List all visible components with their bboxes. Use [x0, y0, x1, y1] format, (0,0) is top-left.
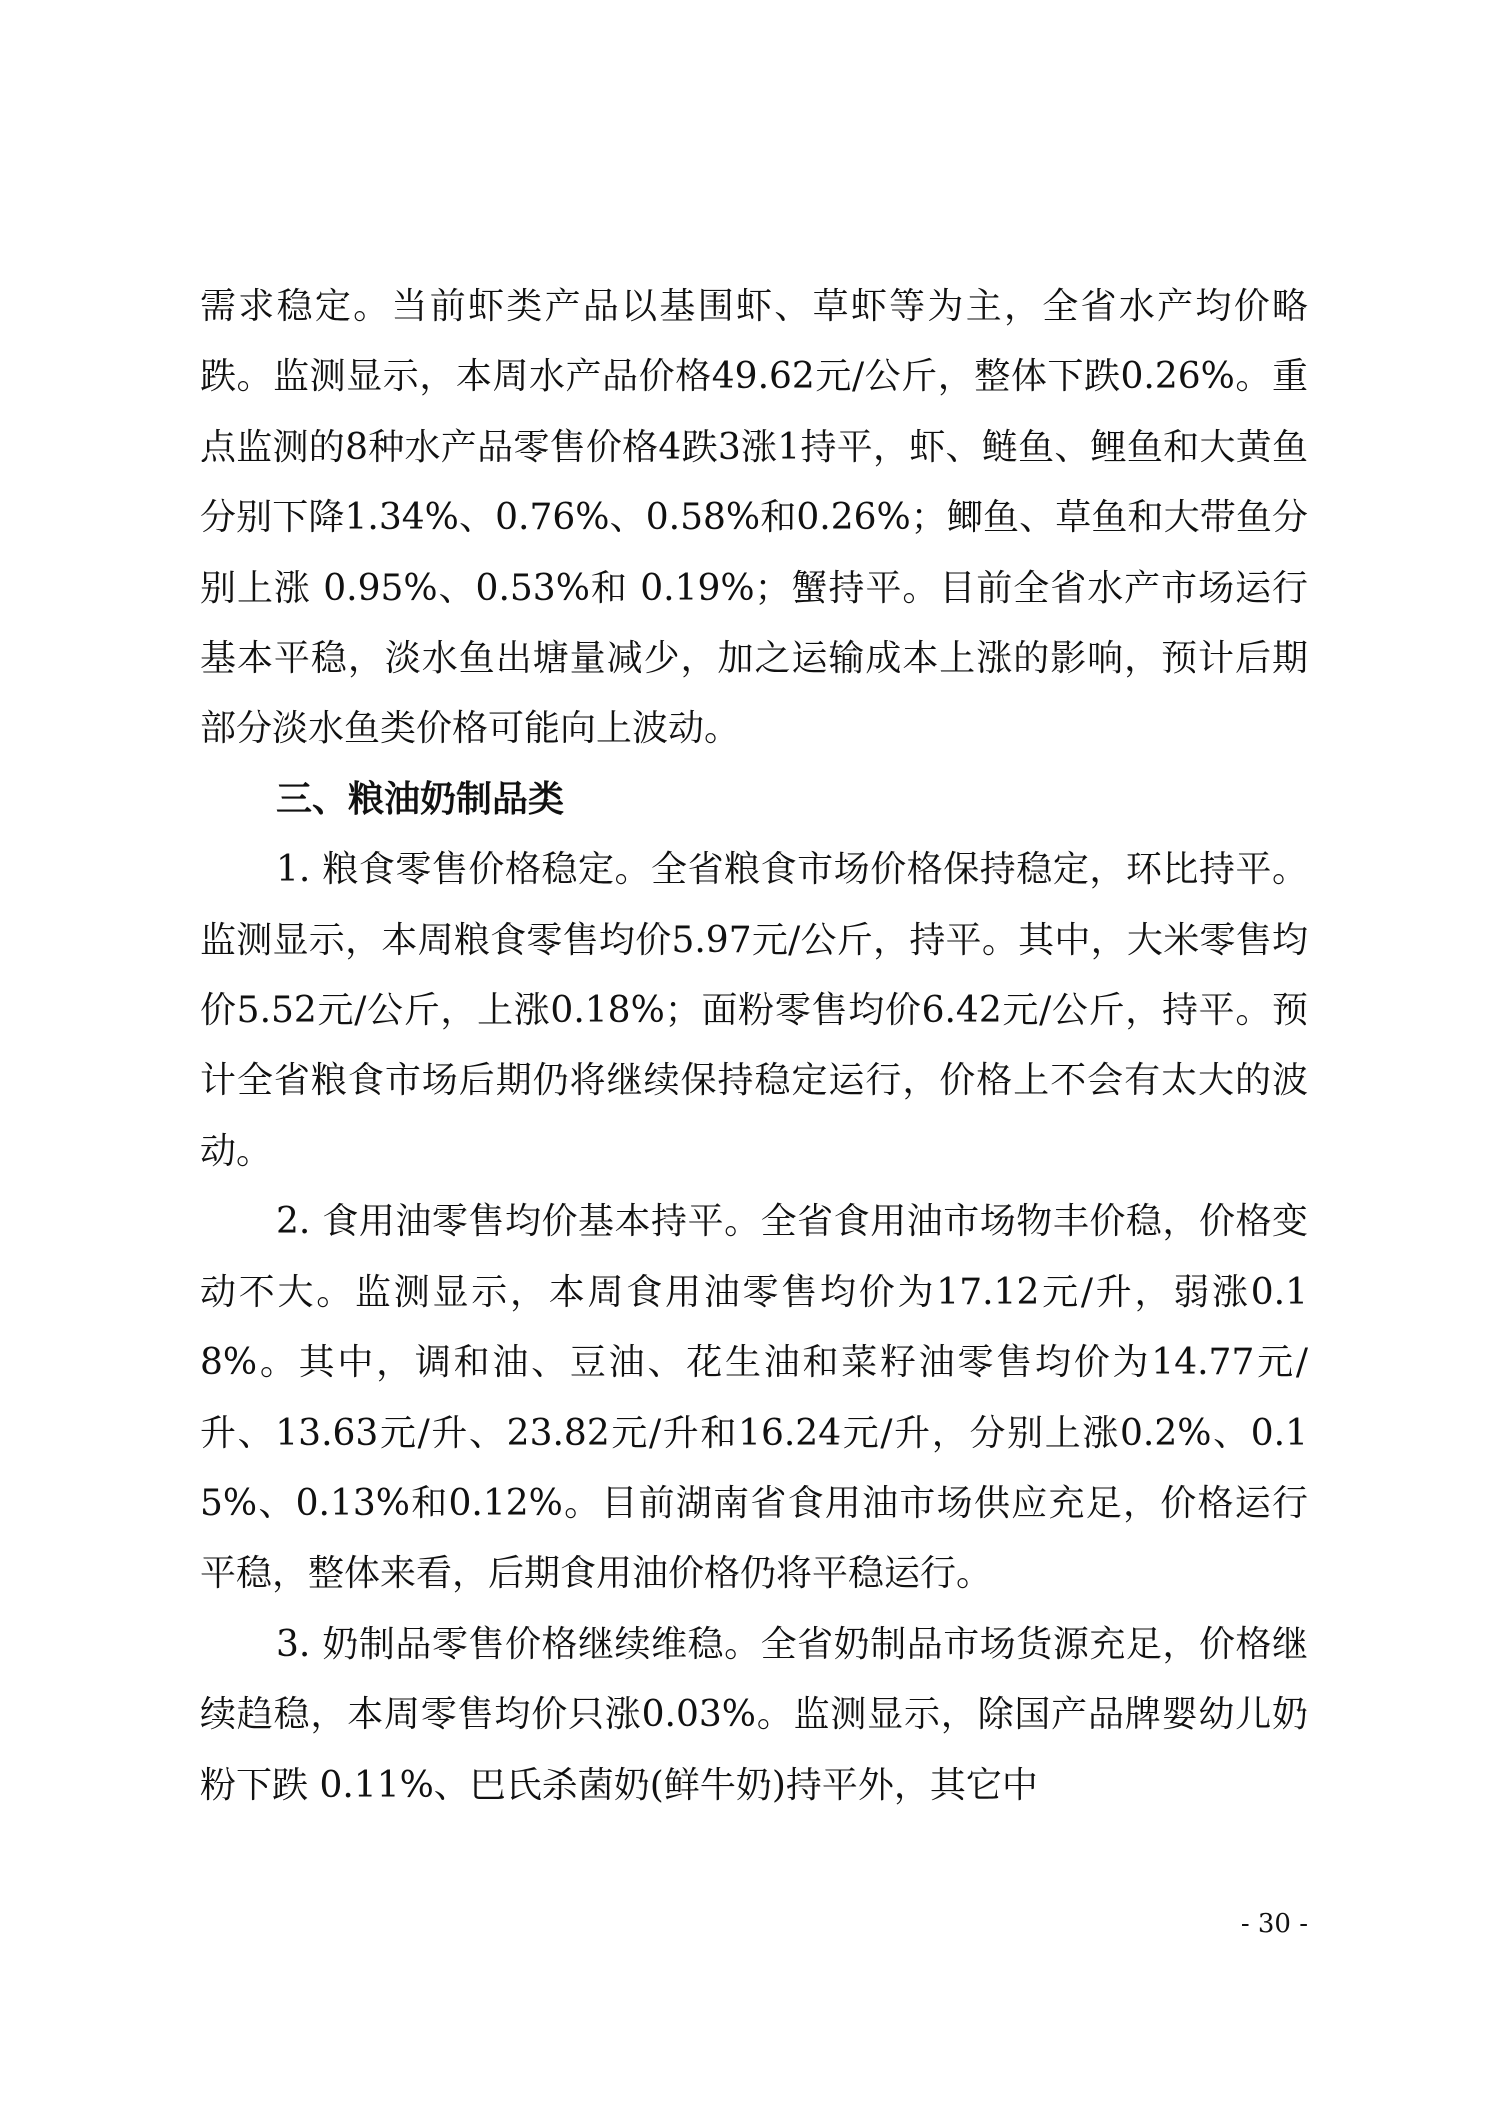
- document-body: [200, 272, 1308, 1821]
- aquatic-products-paragraph: 需求稳定。当前虾类产品以基围虾、草虾等为主，全省水产均价略跌。监测显示，本周水产品价格49.62元/公斤，整体下跌0.26%。重点监测的8种水产品零售价格4跌3涨1持平，虾、鲢鱼、鲤鱼和大黄鱼分别下降1.34%、0.76%、0.58%和0.26%；鲫鱼、草鱼和大带鱼分别上涨 0.95%、0.53%和 0.19%；蟹持平。目前全省水产市场运行基本平稳，淡水鱼出塘量减少，加之运输成本上涨的影响，预计后期部分淡水鱼类价格可能向上波动。: [200, 286, 1308, 750]
- page-number: - 30 -: [1240, 1909, 1308, 1939]
- grain-price-paragraph: 1. 粮食零售价格稳定。全省粮食市场价格保持稳定，环比持平。监测显示，本周粮食零售均价5.97元/公斤，持平。其中，大米零售均价5.52元/公斤，上涨0.18%；面粉零售均价6.42元/公斤，持平。预计全省粮食市场后期仍将继续保持稳定运行，价格上不会有太大的波动。: [200, 849, 1308, 1172]
- section-heading-grain-oil-dairy: 三、粮油奶制品类: [276, 778, 565, 820]
- dairy-products-paragraph: 3. 奶制品零售价格继续维稳。全省奶制品市场货源充足，价格继续趋稳，本周零售均价只涨0.03%。监测显示，除国产品牌婴幼儿奶粉下跌 0.11%、巴氏杀菌奶(鲜牛奶)持平外，其它中: [200, 1623, 1308, 1806]
- edible-oil-paragraph: 2. 食用油零售均价基本持平。全省食用油市场物丰价稳，价格变动不大。监测显示，本周食用油零售均价为17.12元/升，弱涨0.18%。其中，调和油、豆油、花生油和菜籽油零售均价为14.77元/升、13.63元/升、23.82元/升和16.24元/升，分别上涨0.2%、0.15%、0.13%和0.12%。目前湖南省食用油市场供应充足，价格运行平稳，整体来看，后期食用油价格仍将平稳运行。: [200, 1201, 1308, 1595]
